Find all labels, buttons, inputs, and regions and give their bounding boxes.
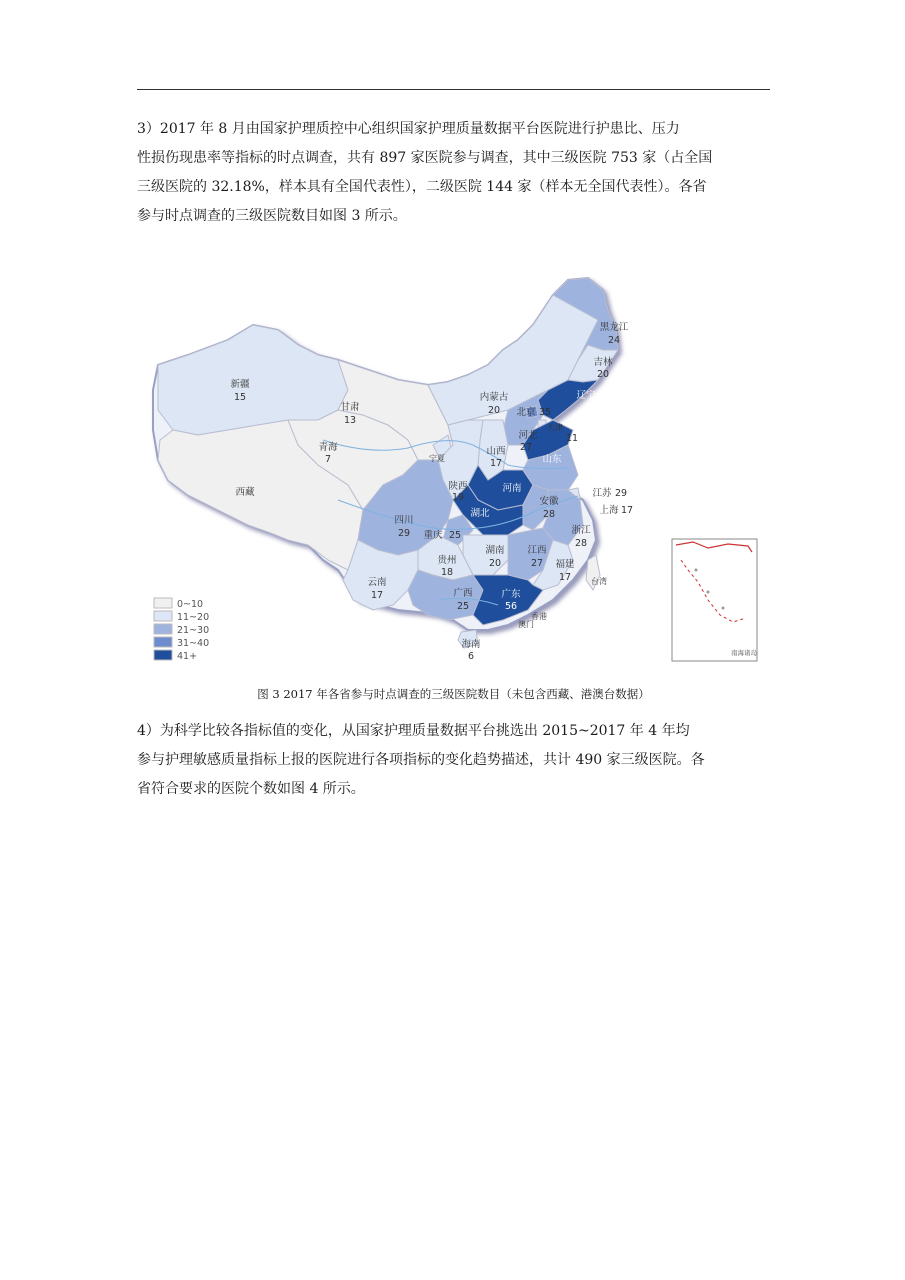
legend-swatch [154, 637, 172, 647]
label-jiangsu: 江苏 [592, 488, 612, 499]
label-hebei: 河北 [518, 430, 538, 441]
paragraph-line: 参与护理敏感质量指标上报的医院进行各项指标的变化趋势描述，共计 490 家三级医院。各 [137, 752, 705, 768]
label-guangxi: 广西 [453, 588, 473, 599]
south-china-sea-inset [672, 539, 758, 661]
value-qinghai: 7 [324, 454, 332, 465]
label-fujian: 福建 [555, 559, 575, 570]
label-chongqing: 重庆 [423, 530, 443, 541]
legend-swatch [154, 598, 172, 608]
region-xinjiang [158, 325, 348, 435]
label-neimenggu: 内蒙古 [479, 392, 509, 403]
value-tianjin: 11 [565, 433, 579, 444]
value-heilongjiang: 24 [607, 335, 621, 346]
paragraph-3 [137, 115, 770, 231]
paragraph-line: 4）为科学比较各指标值的变化，从国家护理质量数据平台挑选出 2015~2017 年 4 年均 [137, 723, 690, 739]
paragraph-4 [137, 717, 770, 804]
label-shandong: 山东 [542, 454, 562, 465]
legend-label: 0~10 [177, 599, 204, 610]
label-tianjin: 天津 [547, 423, 563, 432]
value-gansu: 13 [343, 415, 357, 426]
value-fujian: 17 [558, 572, 572, 583]
value-anhui: 28 [542, 509, 556, 520]
paragraph-line: 3）2017 年 8 月由国家护理质控中心组织国家护理质量数据平台医院进行护患比、压力 [137, 121, 680, 137]
legend-swatch [154, 624, 172, 634]
label-ningxia: 宁夏 [429, 454, 445, 463]
value-neimenggu: 20 [487, 405, 501, 416]
label-xizang: 西藏 [235, 487, 255, 498]
label-shanghai: 上海 [599, 505, 619, 516]
label-qinghai: 青海 [318, 442, 338, 453]
label-jiangxi: 江西 [527, 545, 547, 556]
label-hainan: 海南 [461, 639, 481, 650]
legend-label: 11~20 [177, 612, 210, 623]
map-legend [154, 598, 209, 662]
label-heilongjiang: 黑龙江 [599, 322, 629, 333]
label-henan: 河南 [502, 483, 522, 494]
label-gansu: 甘肃 [340, 402, 360, 413]
label-guizhou: 贵州 [437, 555, 457, 566]
value-hebei: 27 [519, 442, 533, 453]
value-yunnan: 17 [370, 590, 384, 601]
value-guangdong: 56 [504, 601, 518, 612]
value-chongqing: 25 [448, 530, 462, 541]
label-sichuan: 四川 [394, 515, 414, 526]
value-xinjiang: 15 [233, 392, 247, 403]
paragraph-line: 性损伤现患率等指标的时点调查，共有 897 家医院参与调查，其中三级医院 753 家（占全国 [137, 150, 713, 166]
figure-caption: 图 3 2017 年各省参与时点调查的三级医院数目（未包含西藏、港澳台数据） [257, 687, 650, 701]
legend-label: 21~30 [177, 625, 210, 636]
legend-swatch [154, 611, 172, 621]
label-taiwan: 台湾 [591, 577, 607, 586]
label-hubei: 湖北 [470, 508, 490, 519]
value-beijing: 35 [538, 407, 552, 418]
legend-swatch [154, 650, 172, 660]
value-zhejiang: 28 [574, 538, 588, 549]
label-shanxi: 山西 [486, 446, 506, 457]
inset-title: 南海诸岛 [731, 649, 757, 657]
legend-label: 31~40 [177, 638, 210, 649]
value-guangxi: 25 [456, 601, 470, 612]
label-yunnan: 云南 [367, 577, 387, 588]
paragraph-line: 省符合要求的医院个数如图 4 所示。 [137, 781, 365, 797]
figure-3-map [148, 270, 761, 672]
label-guangdong: 广东 [501, 589, 521, 600]
label-zhejiang: 浙江 [571, 525, 591, 536]
legend-label: 41+ [177, 651, 198, 662]
value-jilin: 20 [596, 369, 610, 380]
label-liaoning: 辽宁 [576, 390, 596, 401]
label-hunan: 湖南 [485, 545, 505, 556]
header-rule [137, 89, 770, 90]
value-sichuan: 29 [397, 528, 411, 539]
label-jilin: 吉林 [593, 357, 613, 368]
value-hainan: 6 [467, 651, 475, 662]
label-aomen: 澳门 [518, 620, 534, 629]
label-anhui: 安徽 [539, 496, 559, 507]
label-beijing: 北京 [516, 407, 536, 418]
label-xianggang: 香港 [531, 612, 547, 621]
value-jiangsu: 29 [614, 488, 628, 499]
value-shaanxi: 19 [451, 492, 465, 503]
value-guizhou: 18 [440, 567, 454, 578]
value-hunan: 20 [488, 558, 502, 569]
paragraph-line: 三级医院的 32.18%，样本具有全国代表性），二级医院 144 家（样本无全国代表性）。各省 [137, 179, 707, 195]
value-shanxi: 17 [489, 458, 503, 469]
value-jiangxi: 27 [530, 558, 544, 569]
paragraph-line: 参与时点调查的三级医院数目如图 3 所示。 [137, 208, 407, 224]
label-shaanxi: 陕西 [448, 481, 468, 492]
value-shanghai: 17 [620, 505, 634, 516]
label-xinjiang: 新疆 [230, 379, 250, 390]
